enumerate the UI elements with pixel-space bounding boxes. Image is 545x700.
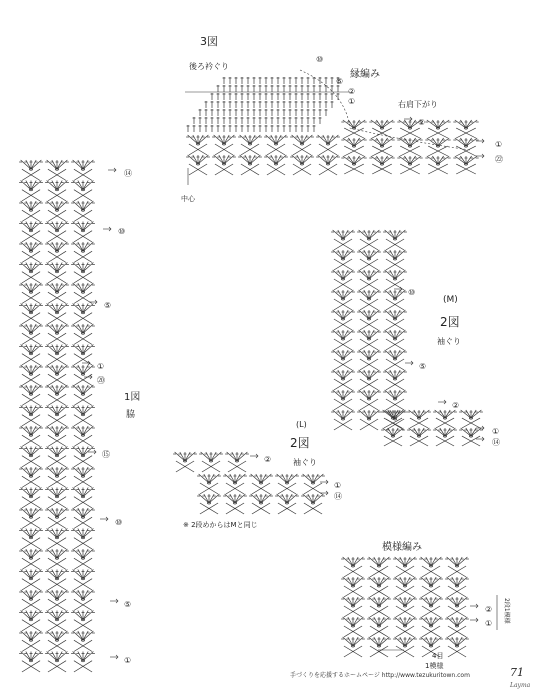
shell-stitch-motif [45,447,69,468]
shell-stitch-motif [45,570,69,591]
pattern-repeat-stitch: 4目 [432,652,444,660]
shell-stitch-motif [407,410,431,428]
shell-stitch-motif [45,508,69,529]
shell-stitch-motif [71,467,95,488]
fig2l-row-2: ② [264,455,272,464]
shell-stitch-motif [71,324,95,345]
shell-stitch-motif [357,230,381,250]
shell-stitch-motif [367,637,391,657]
shell-stitch-motif [71,426,95,447]
shell-stitch-motif [357,370,381,390]
shell-stitch-motif [45,590,69,611]
shell-stitch-motif [19,447,43,468]
shell-stitch-motif [445,637,469,657]
fig1-subtitle: 脇 [126,410,136,420]
shell-stitch-motif [425,156,450,174]
shell-stitch-motif [357,270,381,290]
shell-stitch-motif [71,652,95,673]
edging-rows [187,77,340,132]
shell-stitch-motif [71,529,95,550]
fig1-row-10: ⑩ [118,227,126,236]
fig3-row-2-shoulder: ② [418,118,426,127]
fig1-row-1: ① [97,362,105,371]
fig2m-title: 2図 [440,315,460,329]
fig2m-row-1: ① [492,427,500,436]
shell-stitch-motif [357,290,381,310]
shell-stitch-motif [369,156,394,174]
fig2l-title: 2図 [290,436,310,450]
shell-stitch-motif [367,617,391,637]
shell-stitch-motif [225,452,249,472]
shell-stitch-motif [331,350,355,370]
shell-stitch-motif [316,155,340,175]
fig3-title: 3図 [200,35,218,48]
shell-stitch-motif [383,290,407,310]
shell-stitch-motif [19,590,43,611]
pattern-repeat-rows: 2段1模様 [503,598,510,624]
fig2l-note: ※ 2段めからはMと同じ [183,521,258,529]
shell-stitch-motif [19,324,43,345]
shell-stitch-motif [445,597,469,617]
shell-stitch-motif [19,426,43,447]
shell-stitch-motif [383,370,407,390]
shell-stitch-motif [45,263,69,284]
shell-stitch-motif [331,330,355,350]
shell-stitch-motif [223,474,247,494]
shell-stitch-motif [393,597,417,617]
shell-stitch-motif [45,385,69,406]
fig3-row-1-bottom: ① [495,140,503,149]
footer-website: 手づくりを応援するホームページ http://www.tezukuritown.com [290,672,470,679]
shell-stitch-motif [71,201,95,222]
shell-stitch-motif [301,474,325,494]
shell-stitch-motif [341,138,366,156]
shell-stitch-motif [19,406,43,427]
shell-stitch-motif [19,467,43,488]
fig1-row-1b: ① [124,656,132,665]
shell-stitch-motif [71,488,95,509]
shell-stitch-motif [199,452,223,472]
shell-stitch-motif [212,155,236,175]
shell-stitch-motif [45,426,69,447]
shell-stitch-motif [71,283,95,304]
shell-stitch-motif [367,577,391,597]
shell-stitch-motif [357,390,381,410]
shell-stitch-motif [19,652,43,673]
shell-stitch-motif [397,156,422,174]
shell-stitch-motif [173,452,197,472]
fig3-shoulder-label: 右肩下がり [398,100,438,109]
fig1-title: 1図 [124,392,141,403]
shell-stitch-motif [275,494,299,514]
shell-stitch-motif [341,637,365,657]
fig3-edging-label: 縁編み [350,69,380,80]
shell-stitch-motif [357,250,381,270]
shell-stitch-motif [197,474,221,494]
shell-stitch-motif [290,135,314,155]
pattern-title: 模様編み [382,542,422,553]
shell-stitch-motif [331,290,355,310]
shell-stitch-motif [19,488,43,509]
shell-stitch-motif [425,138,450,156]
shell-stitch-motif [45,611,69,632]
shell-stitch-motif [433,428,457,446]
fig3-row-22: ㉒ [495,155,503,164]
shell-stitch-motif [367,597,391,617]
shell-stitch-motif [197,494,221,514]
fig3-row-10: ⑩ [316,55,324,64]
shell-stitch-motif [71,160,95,181]
fig2l-size: (L) [296,420,307,429]
fig1-row-14: ⑭ [124,169,132,178]
shell-stitch-motif [19,611,43,632]
shell-stitch-motif [186,135,210,155]
shell-stitch-motif [19,283,43,304]
shell-stitch-motif [19,508,43,529]
shell-stitch-motif [357,350,381,370]
shell-stitch-motif [383,230,407,250]
shell-stitch-motif [71,406,95,427]
shell-stitch-motif [238,155,262,175]
shell-stitch-motif [453,138,478,156]
shell-stitch-motif [71,549,95,570]
shell-stitch-motif [383,330,407,350]
shell-stitch-motif [186,155,210,175]
shell-stitch-motif [71,304,95,325]
shell-stitch-motif [331,370,355,390]
shell-stitch-motif [381,428,405,446]
shell-stitch-motif [45,201,69,222]
shell-stitch-motif [249,474,273,494]
shell-stitch-motif [19,160,43,181]
shell-stitch-motif [45,652,69,673]
shell-stitch-motif [383,270,407,290]
fig2l-subtitle: 袖ぐり [293,458,317,467]
shell-stitch-motif [45,324,69,345]
shell-stitch-motif [341,156,366,174]
fig1-row-20: ⑳ [97,376,105,385]
shell-stitch-motif [433,410,457,428]
shell-stitch-motif [290,155,314,175]
shell-stitch-motif [357,310,381,330]
fig3-row-1: ① [348,97,356,106]
fig1-row-10b: ⑩ [115,518,123,527]
shell-stitch-motif [419,577,443,597]
fig2m-row-10: ⑩ [408,288,416,297]
pattern-row-1: ① [485,619,493,628]
shell-stitch-motif [45,549,69,570]
pattern-row-2: ② [485,605,493,614]
fig3-row-5: ⑤ [336,77,344,86]
shell-stitch-motif [393,637,417,657]
shell-stitch-motif [45,406,69,427]
shell-stitch-motif [19,242,43,263]
shell-stitch-motif [445,617,469,637]
shell-stitch-motif [459,410,483,428]
shell-stitch-motif [341,617,365,637]
fig2l-row-14: ⑭ [334,492,342,501]
shell-stitch-motif [264,155,288,175]
shell-stitch-motif [419,597,443,617]
shell-stitch-motif [71,345,95,366]
fig1-row-5: ⑤ [104,301,112,310]
fig2m-row-14: ⑭ [492,438,500,447]
shell-stitch-motif [19,385,43,406]
fig2m-subtitle: 袖ぐり [437,337,461,346]
shell-stitch-motif [357,330,381,350]
pattern-repeat-stitch2: 1模様 [425,662,444,670]
shell-stitch-motif [71,242,95,263]
shell-stitch-motif [419,557,443,577]
shell-stitch-motif [264,135,288,155]
shell-stitch-motif [45,283,69,304]
shell-stitch-motif [316,135,340,155]
shell-stitch-motif [357,410,381,430]
shell-stitch-motif [45,345,69,366]
shell-stitch-motif [383,350,407,370]
shell-stitch-motif [331,270,355,290]
shell-stitch-motif [383,310,407,330]
shell-stitch-motif [331,310,355,330]
shell-stitch-motif [45,488,69,509]
shell-stitch-motif [45,242,69,263]
shell-stitch-motif [341,557,365,577]
shell-stitch-motif [419,617,443,637]
shell-stitch-motif [45,365,69,386]
shell-stitch-motif [223,494,247,514]
shell-stitch-motif [19,345,43,366]
shell-stitch-motif [19,631,43,652]
shell-stitch-motif [71,222,95,243]
shell-stitch-motif [19,222,43,243]
shell-stitch-motif [341,597,365,617]
shell-stitch-motif [45,160,69,181]
shell-stitch-motif [331,410,355,430]
shell-stitch-motif [369,138,394,156]
shell-stitch-motif [71,570,95,591]
shell-stitch-motif [19,201,43,222]
shell-stitch-motif [45,467,69,488]
fig2m-row-5: ⑤ [419,362,427,371]
shell-stitch-motif [238,135,262,155]
shell-stitch-motif [71,611,95,632]
shell-stitch-motif [71,385,95,406]
shell-stitch-motif [45,631,69,652]
shell-stitch-motif [45,222,69,243]
shell-stitch-motif [383,390,407,410]
shell-stitch-motif [19,304,43,325]
shell-stitch-motif [19,549,43,570]
shell-stitch-motif [393,617,417,637]
shell-stitch-motif [249,494,273,514]
shell-stitch-motif [425,120,450,138]
shell-stitch-motif [19,570,43,591]
shell-stitch-motif [393,577,417,597]
shell-stitch-motif [301,494,325,514]
fig3-center-label: 中心 [181,195,195,203]
shell-stitch-motif [383,250,407,270]
fig3-row-2: ② [348,87,356,96]
fig2m-size: (M) [443,295,458,305]
shell-stitch-motif [393,557,417,577]
shell-stitch-motif [331,250,355,270]
shell-stitch-motif [341,577,365,597]
shell-stitch-motif [45,529,69,550]
fig2m-row-2: ② [452,401,460,410]
shell-stitch-motif [71,508,95,529]
shell-stitch-motif [71,263,95,284]
shell-stitch-motif [407,428,431,446]
shell-stitch-motif [453,120,478,138]
shell-stitch-motif [445,557,469,577]
shell-stitch-motif [71,365,95,386]
shell-stitch-motif [275,474,299,494]
shell-stitch-motif [71,631,95,652]
shell-stitch-motif [19,263,43,284]
shell-stitch-motif [212,135,236,155]
shell-stitch-motif [331,230,355,250]
brand-mark: Layma [510,682,531,689]
fig3-subtitle: 後ろ衿ぐり [189,62,229,71]
shell-stitch-motif [19,529,43,550]
shell-stitch-motif [19,181,43,202]
shell-stitch-motif [45,304,69,325]
shell-stitch-motif [453,156,478,174]
fig1-row-5b: ⑤ [124,600,132,609]
page-number: 71 [510,666,524,679]
shell-stitch-motif [459,428,483,446]
shell-stitch-motif [45,181,69,202]
shell-stitch-motif [19,365,43,386]
shell-stitch-motif [367,557,391,577]
shell-stitch-motif [445,577,469,597]
shell-stitch-motif [71,447,95,468]
shell-stitch-motif [71,590,95,611]
shell-stitch-motif [71,181,95,202]
fig1-row-15: ⑮ [102,450,110,459]
fig2l-row-1: ① [334,481,342,490]
shell-stitch-motif [331,390,355,410]
